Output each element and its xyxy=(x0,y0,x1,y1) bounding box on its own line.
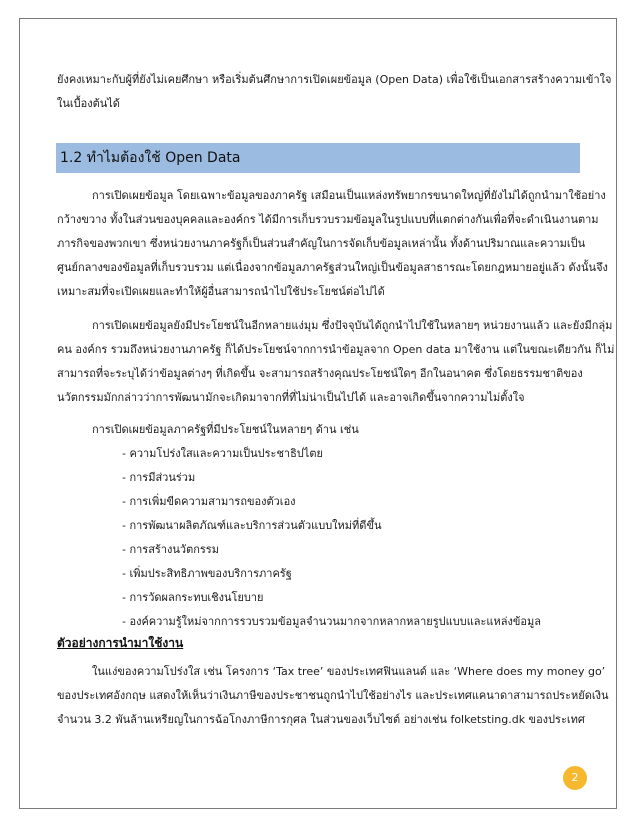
page-number-badge: 2 xyxy=(563,766,587,790)
para1-line-4: ศูนย์กลางของข้อมูลที่เก็บรวบรวม แต่เนื่องจากข้อมูลภาครัฐส่วนใหญ่เป็นข้อมูลสาธารณะโดยกฎหมายอยู่แล้ว ดังนั้นจึง xyxy=(57,261,608,274)
list-item: - การพัฒนาผลิตภัณฑ์และบริการส่วนตัวแบบใหม่ที่ดีขึ้น xyxy=(122,519,382,532)
para1-line-2: กว้างขวาง ทั้งในส่วนของบุคคลและองค์กร ได้มีการเก็บรวบรวมข้อมูลในรูปแบบที่แตกต่างกันเพื่อที่จะดำเนินงานตาม xyxy=(57,213,599,226)
list-item: - การวัดผลกระทบเชิงนโยบาย xyxy=(122,591,264,604)
para2-line-2: คน องค์กร รวมถึงหน่วยงานภาครัฐ ก็ได้ประโยชน์จากการนำข้อมูลจาก Open data มาใช้งาน แต่ในขณะเดียวกัน ก็ไม่ xyxy=(57,343,615,356)
list-item: - การมีส่วนร่วม xyxy=(122,471,196,484)
list-item: - องค์ความรู้ใหม่จากการรวบรวมข้อมูลจำนวนมากจากหลากหลายรูปแบบและแหล่งข้อมูล xyxy=(122,615,541,628)
para3-line-2: ของประเทศอังกฤษ แสดงให้เห็นว่าเงินภาษีของประชาชนถูกนำไปใช้อย่างไร และประเทศแคนาดาสามารถประหยัดเงิน xyxy=(57,689,609,702)
para2-line-4: นวัตกรรมมักกล่าวว่าการพัฒนามักจะเกิดมาจากที่ที่ไม่น่าเป็นไปได้ และอาจเกิดขึ้นจากความไม่ตั้งใจ xyxy=(57,391,525,404)
para1-line-3: ภารกิจของพวกเขา ซึ่งหน่วยงานภาครัฐก็เป็นส่วนสำคัญในการจัดเก็บข้อมูลเหล่านั้น ทั้งด้านปริมาณและความเป็น xyxy=(57,237,586,250)
list-item: - ความโปร่งใสและความเป็นประชาธิปไตย xyxy=(122,447,323,460)
para2-line-3: สามารถที่จะระบุได้ว่าข้อมูลต่างๆ ที่เกิดขึ้น จะสามารถสร้างคุณประโยชน์ใดๆ อีกในอนาคต ซึ่งโดยธรรมชาติของ xyxy=(57,367,583,380)
list-item: - การเพิ่มขีดความสามารถของตัวเอง xyxy=(122,495,296,508)
para1-line-1: การเปิดเผยข้อมูล โดยเฉพาะข้อมูลของภาครัฐ เสมือนเป็นแหล่งทรัพยากรขนาดใหญ่ที่ยังไม่ได้ถูกนำมาใช้อย่าง xyxy=(92,189,606,202)
para3-line-1: ในแง่ของความโปร่งใส เช่น โครงการ ‘Tax tree’ ของประเทศฟินแลนด์ และ ‘Where does my money go’ xyxy=(92,665,606,678)
para3-line-3: จำนวน 3.2 พันล้านเหรียญในการฉ้อโกงภาษีการกุศล ในส่วนของเว็บไซต์ อย่างเช่น folketsting.dk ของประเทศ xyxy=(57,713,585,726)
intro-line-1: ยังคงเหมาะกับผู้ที่ยังไม่เคยศึกษา หรือเริ่มต้นศึกษาการเปิดเผยข้อมูล (Open Data) เพื่อใช้เป็นเอกสารสร้างความเข้าใจ xyxy=(57,73,612,86)
examples-title: ตัวอย่างการนำมาใช้งาน xyxy=(57,636,184,650)
para2-line-1: การเปิดเผยข้อมูลยังมีประโยชน์ในอีกหลายแง่มุม ซึ่งปัจจุบันได้ถูกนำไปใช้ในหลายๆ หน่วยงานแล้ว และยังมีกลุ่ม xyxy=(92,319,613,332)
list-intro: การเปิดเผยข้อมูลภาครัฐที่มีประโยชน์ในหลายๆ ด้าน เช่น xyxy=(92,423,359,436)
list-item: - การสร้างนวัตกรรม xyxy=(122,543,219,556)
section-heading-text: 1.2 ทำไมต้องใช้ Open Data xyxy=(60,150,241,166)
section-heading xyxy=(56,143,580,173)
list-item: - เพิ่มประสิทธิภาพของบริการภาครัฐ xyxy=(122,567,292,580)
intro-line-2: ในเบื้องต้นได้ xyxy=(57,97,120,110)
para1-line-5: เหมาะสมที่จะเปิดเผยและทำให้ผู้อื่นสามารถนำไปใช้ประโยชน์ต่อไปได้ xyxy=(57,285,385,298)
